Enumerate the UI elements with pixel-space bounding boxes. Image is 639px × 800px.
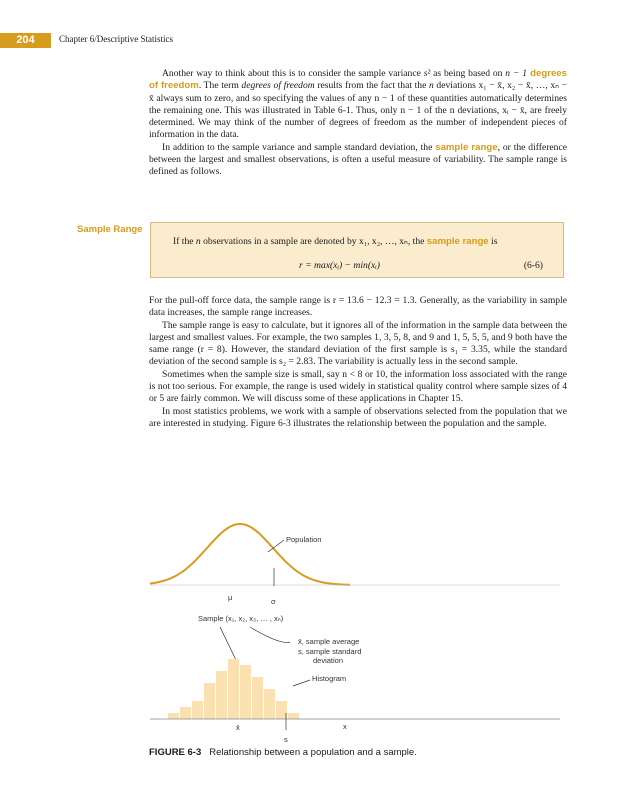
paragraph-pull-off: For the pull-off force data, the sample range is r = 13.6 − 12.3 = 1.3. Generally, as the variability in sample data increases, the sample range increases. bbox=[149, 295, 567, 319]
definition-text: If the n observations in a sample are denoted by x₁, x₂, …, xₙ, the sample range is bbox=[173, 236, 498, 247]
s-description-1: s, sample standard bbox=[298, 647, 362, 656]
xbar-description: x̄, sample average bbox=[298, 637, 360, 646]
histogram-arrow bbox=[293, 680, 310, 686]
histogram-bar bbox=[180, 707, 191, 719]
histogram-bar bbox=[168, 713, 179, 719]
sample-to-histogram-arrow bbox=[220, 627, 236, 660]
histogram-label: Histogram bbox=[312, 674, 347, 683]
caption-label: FIGURE 6-3 bbox=[149, 747, 202, 758]
xbar-axis-label: x̄ bbox=[236, 723, 240, 732]
page-number: 204 bbox=[0, 33, 51, 48]
figure-caption bbox=[149, 747, 417, 758]
population-label: Population bbox=[286, 535, 322, 544]
population-curve bbox=[150, 524, 350, 585]
caption-text: Relationship between a population and a sample. bbox=[209, 747, 417, 758]
histogram-bar bbox=[192, 701, 203, 719]
sample-to-stats-arrow bbox=[250, 627, 290, 642]
histogram-bar bbox=[216, 671, 227, 719]
histogram-bar bbox=[228, 659, 239, 719]
sample-label: Sample (x₁, x₂, x₃, … , xₙ) bbox=[198, 614, 284, 623]
histogram-bar bbox=[240, 665, 251, 719]
s-axis-label: s bbox=[284, 735, 288, 744]
histogram-bar bbox=[264, 689, 275, 719]
definition-box bbox=[150, 222, 564, 278]
s-description-2: deviation bbox=[313, 656, 344, 665]
paragraph-range-easy: The sample range is easy to calculate, but it ignores all of the information in the sample data between the largest and smallest values. For example, the two samples 1, 3, 5, 8, and 9 and 1, 5, 5, 5, and 9 both have the same range (r = 8). However, the standard deviation of the first sample is s₁ = 3.35, while the standard deviation of the second sample is s₂ = 2.83. The variability is actually less in the second sample. bbox=[149, 319, 567, 368]
sigma-label: σ bbox=[271, 597, 276, 606]
paragraph-sample-range-intro: In addition to the sample variance and sample standard deviation, the sample range, or the difference between the largest and smallest observations, is often a useful measure of variability. The sample range is defined as follows. bbox=[149, 141, 567, 178]
histogram-bar bbox=[252, 677, 263, 719]
paragraph-small-sample: Sometimes when the sample size is small, say n < 8 or 10, the information loss associated with the range is not too serious. For example, the range is used widely in statistical quality control where sample sizes of 4 or 5 are fairly common. We will discuss some of these applications in Chapter 15. bbox=[149, 368, 567, 405]
figure-population-sample bbox=[150, 520, 560, 750]
mu-label: μ bbox=[228, 593, 233, 602]
histogram-bar bbox=[204, 683, 215, 719]
body-text-bottom bbox=[149, 295, 567, 430]
paragraph-degrees-of-freedom: Another way to think about this is to consider the sample variance s² as being based on n − 1 degrees of freedom. The term degrees of freedom results from the fact that the n deviations x₁ − x̄, x₂ − x̄, …, xₙ − x̄ always sum to zero, and so specifying the values of any n − 1 of these quantities automatically determines the remaining one. This was illustrated in Table 6-1. Thus, only n − 1 of the n deviations, xᵢ − x̄, are freely determined. We may think of the number of degrees of freedom as the number of independent pieces of information in the data. bbox=[149, 68, 568, 141]
paragraph-population-sample: In most statistics problems, we work with a sample of observations selected from the population that we are interested in studying. Figure 6-3 illustrates the relationship between the population and the sample. bbox=[149, 405, 567, 429]
x-axis-label: x bbox=[343, 722, 347, 731]
equation-number: (6-6) bbox=[523, 260, 543, 271]
running-head: Chapter 6/Descriptive Statistics bbox=[59, 34, 173, 44]
body-text-top bbox=[149, 68, 567, 179]
sidebar-sample-range-label: Sample Range bbox=[77, 224, 143, 235]
histogram-bar bbox=[276, 701, 287, 719]
histogram-bars bbox=[168, 659, 299, 719]
histogram-bar bbox=[288, 713, 299, 719]
range-equation: r = max(xᵢ) − min(xᵢ) bbox=[299, 260, 380, 271]
